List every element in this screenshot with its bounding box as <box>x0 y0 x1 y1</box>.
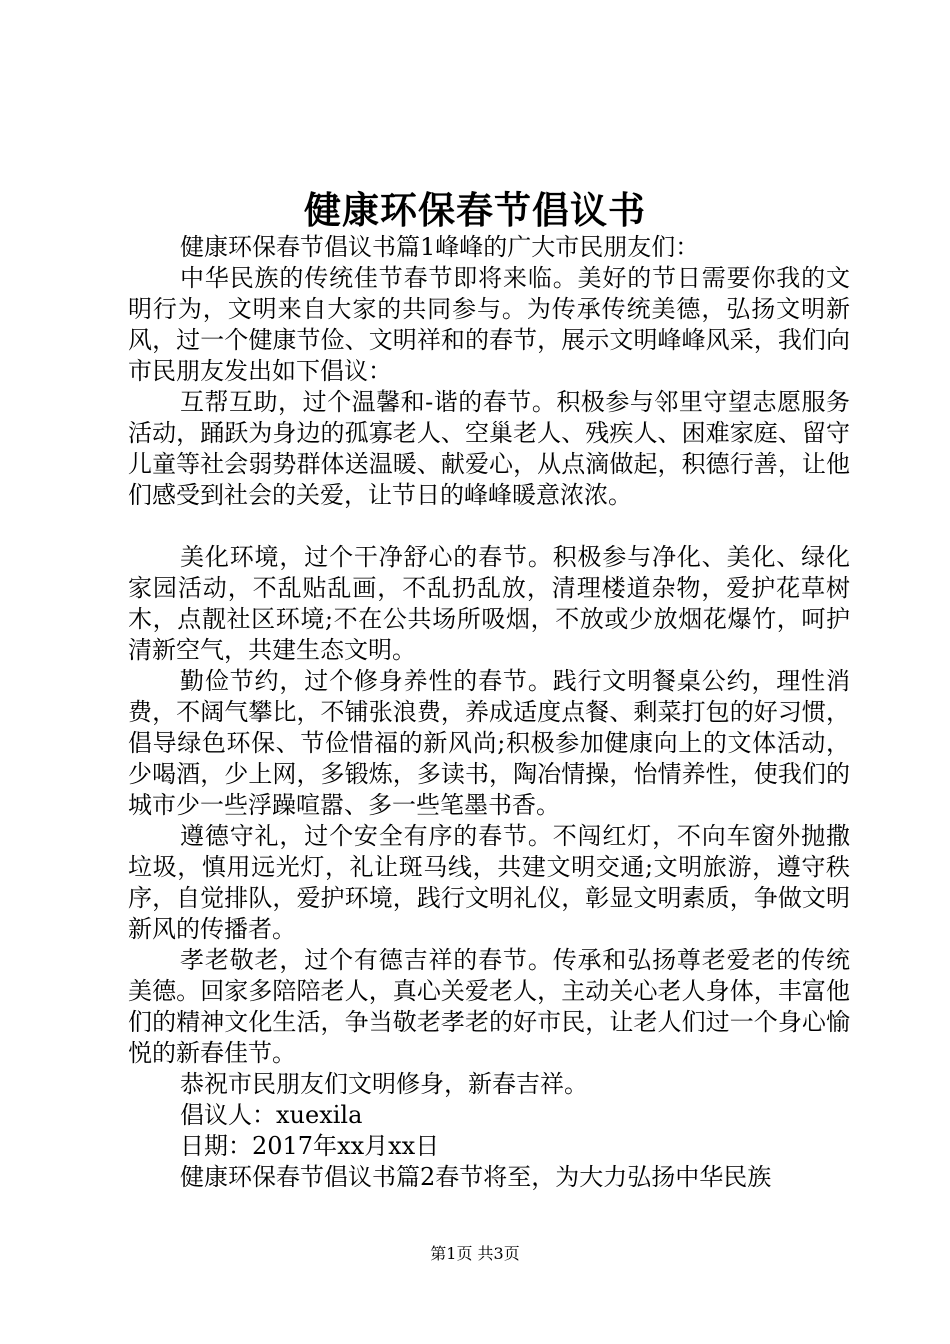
paragraph-intro: 中华民族的传统佳节春节即将来临。美好的节日需要你我的文明行为，文明来自大家的共同参与。为传承传统美德，弘扬文明新风，过一个健康节俭、文明祥和的春节，展示文明峰峰风采，我们向市民朋友发出如下倡议： <box>128 264 850 385</box>
page-number-footer: 第1页 共3页 <box>430 1244 520 1263</box>
paragraph-environment: 美化环境，过个干净舒心的春节。积极参与净化、美化、绿化家园活动，不乱贴乱画，不乱扔乱放，清理楼道杂物，爱护花草树木，点靓社区环境;不在公共场所吸烟，不放或少放烟花爆竹，呵护清新空气，共建生态文明。 <box>128 543 850 664</box>
paragraph-thrift: 勤俭节约，过个修身养性的春节。践行文明餐桌公约，理性消费，不阔气攀比，不铺张浪费，养成适度点餐、剩菜打包的好习惯，倡导绿色环保、节俭惜福的新风尚;积极参加健康向上的文体活动，少喝酒，少上网，多锻炼，多读书，陶冶情操，怡情养性，使我们的城市少一些浮躁喧嚣、多一些笔墨书香。 <box>128 667 850 819</box>
document-title: 健康环保春节倡议书 <box>304 188 646 232</box>
paragraph-wishes: 恭祝市民朋友们文明修身，新春吉祥。 <box>180 1070 588 1098</box>
paragraph-initiator: 倡议人：xuexila <box>180 1101 363 1129</box>
paragraph-elders: 孝老敬老，过个有德吉祥的春节。传承和弘扬尊老爱老的传统美德。回家多陪陪老人，真心关爱老人，主动关心老人身体，丰富他们的精神文化生活，争当敬老孝老的好市民，让老人们过一个身心愉悦的新春佳节。 <box>128 946 850 1067</box>
paragraph-date: 日期：2017年xx月xx日 <box>180 1132 440 1160</box>
document-body <box>128 232 850 1193</box>
paragraph-greeting: 健康环保春节倡议书篇1峰峰的广大市民朋友们： <box>180 233 700 261</box>
paragraph-mutual-help: 互帮互助，过个温馨和-谐的春节。积极参与邻里守望志愿服务活动，踊跃为身边的孤寡老人、空巢老人、残疾人、困难家庭、留守儿童等社会弱势群体送温暖、献爱心，从点滴做起，积德行善，让他们感受到社会的关爱，让节日的峰峰暖意浓浓。 <box>128 388 850 509</box>
paragraph-etiquette: 遵德守礼，过个安全有序的春节。不闯红灯，不向车窗外抛撒垃圾，慎用远光灯，礼让斑马线，共建文明交通;文明旅游，遵守秩序，自觉排队，爱护环境，践行文明礼仪，彰显文明素质，争做文明新风的传播者。 <box>128 822 850 943</box>
paragraph-part-two: 健康环保春节倡议书篇2春节将至，为大力弘扬中华民族 <box>180 1163 772 1191</box>
